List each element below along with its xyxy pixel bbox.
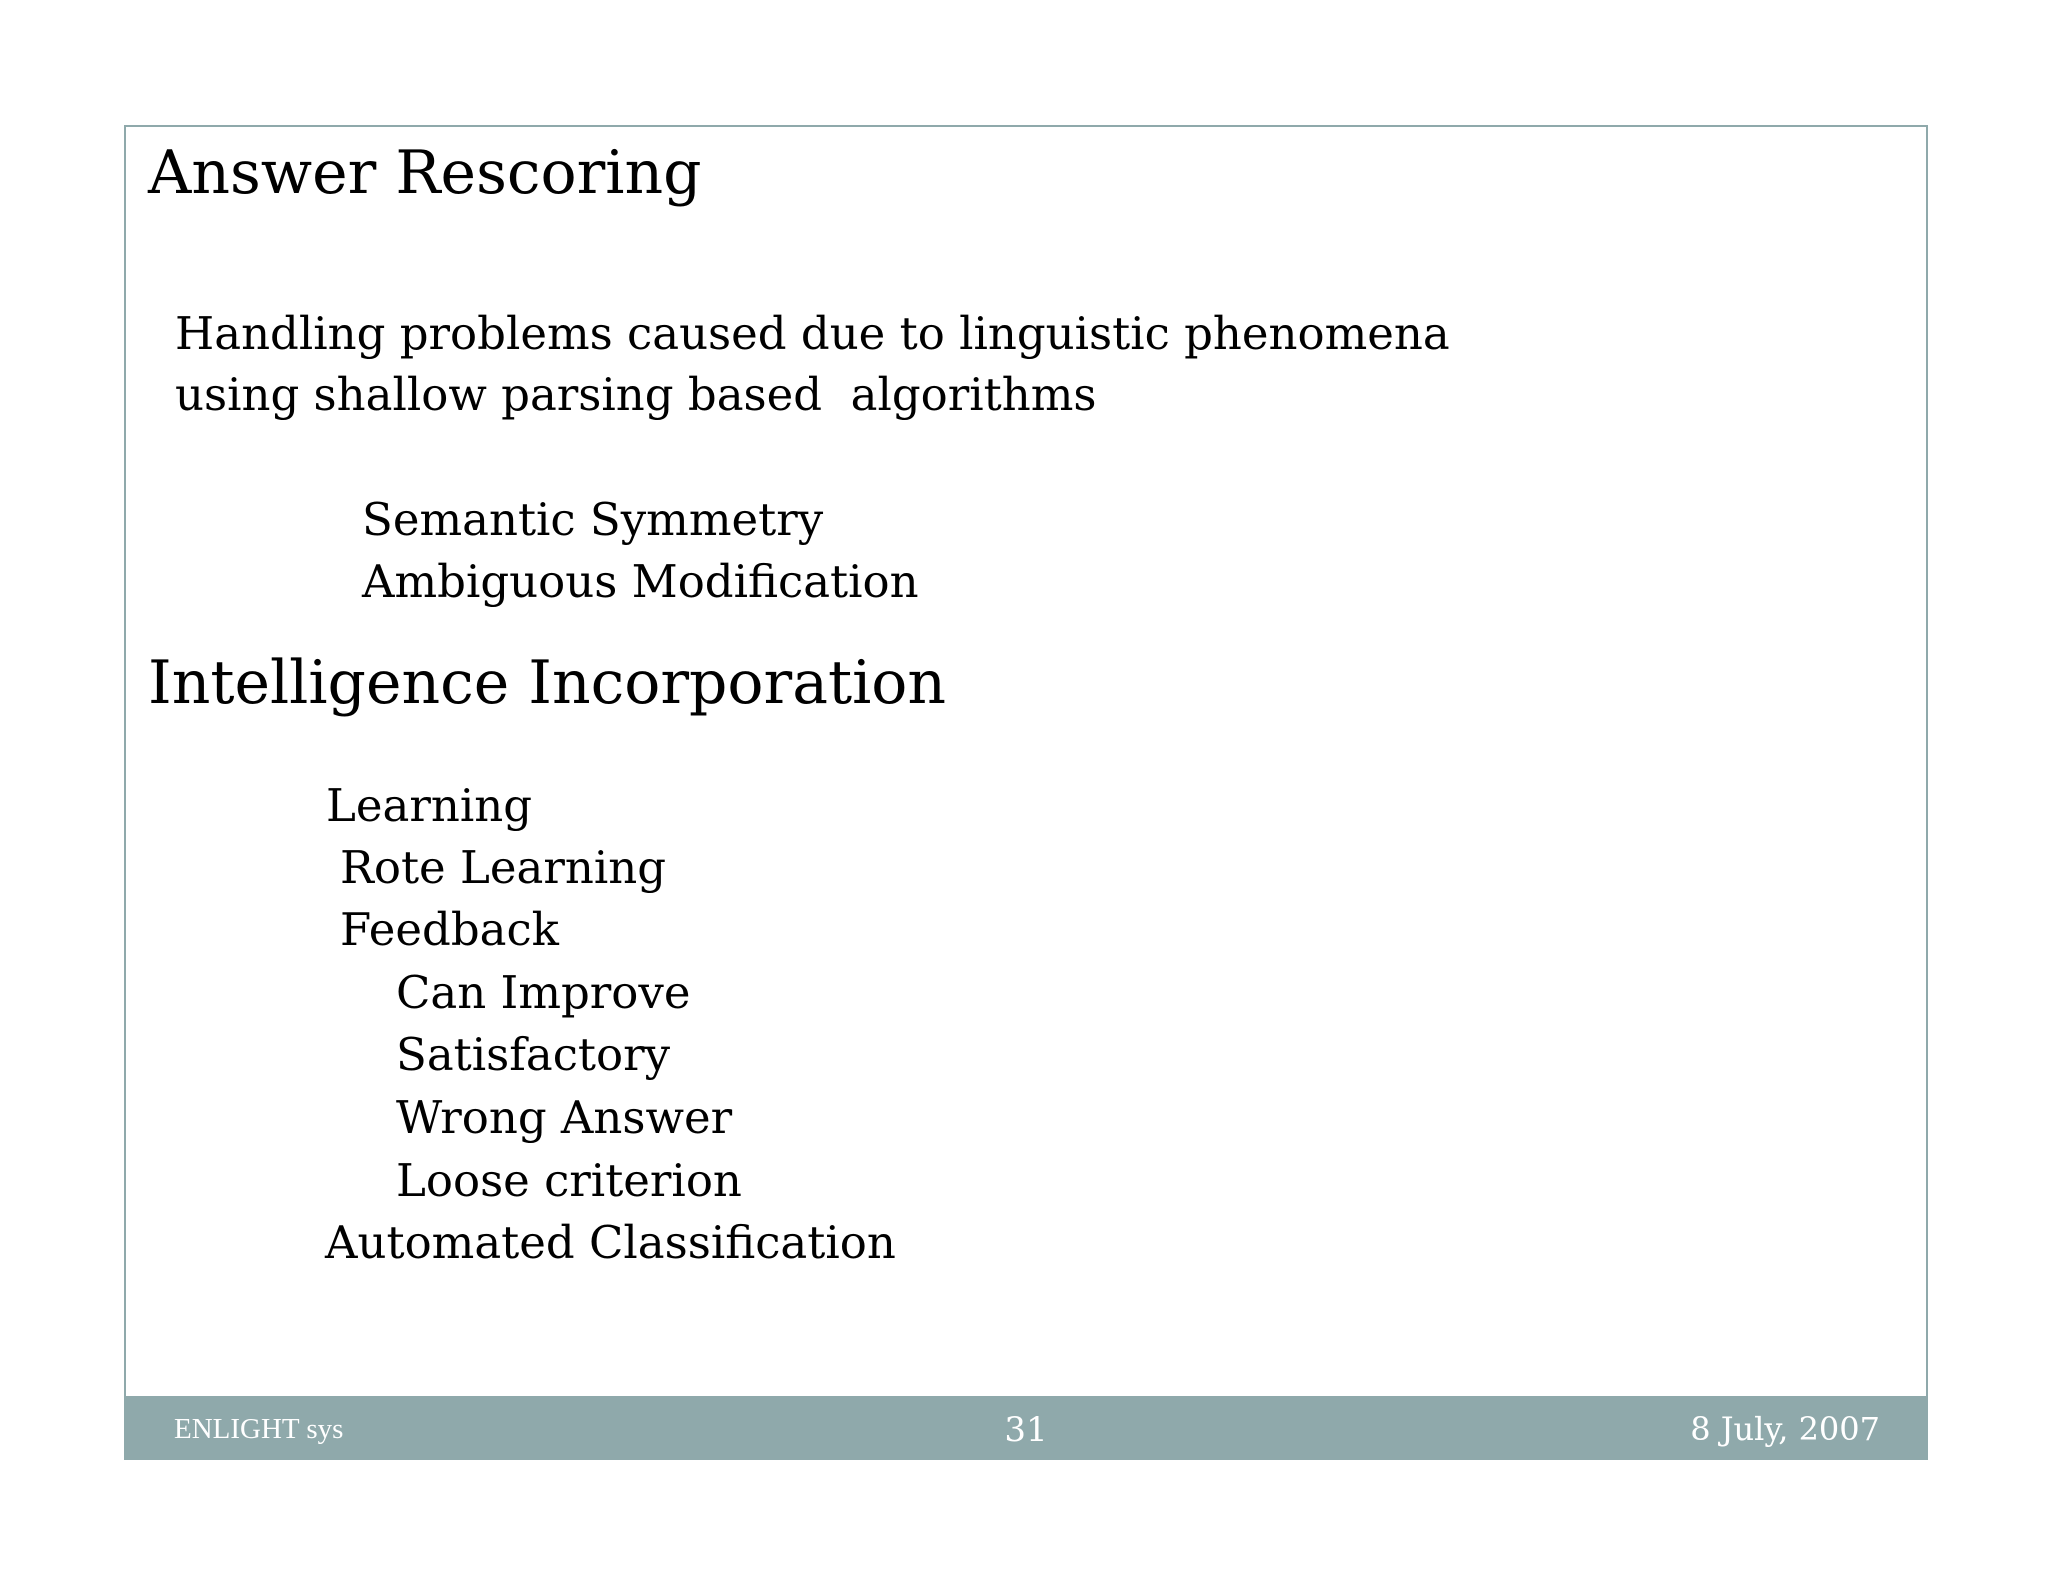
list-item-ambiguous-modification: Ambiguous Modification [362,555,919,608]
list-item-loose-criterion: Loose criterion [396,1154,742,1207]
list-item-learning: Learning [326,779,533,832]
list-item-semantic-symmetry: Semantic Symmetry [362,493,824,546]
section-title-intelligence-incorporation: Intelligence Incorporation [148,648,947,718]
page-number: 31 [1004,1410,1048,1450]
footer-bar [124,1396,1928,1460]
list-item-satisfactory: Satisfactory [396,1028,671,1081]
list-item-wrong-answer: Wrong Answer [396,1091,733,1144]
list-item-rote-learning: Rote Learning [340,841,667,894]
intro-line-1: Handling problems caused due to linguistic phenomena [175,307,1450,360]
intro-line-2: using shallow parsing based algorithms [175,368,1097,421]
list-item-feedback: Feedback [340,903,559,956]
footer-date: 8 July, 2007 [1690,1410,1880,1448]
list-item-can-improve: Can Improve [396,966,691,1019]
footer-org-label: ENLIGHT sys [174,1413,344,1445]
slide-title: Answer Rescoring [148,138,702,208]
list-item-automated-classification: Automated Classification [325,1216,896,1269]
